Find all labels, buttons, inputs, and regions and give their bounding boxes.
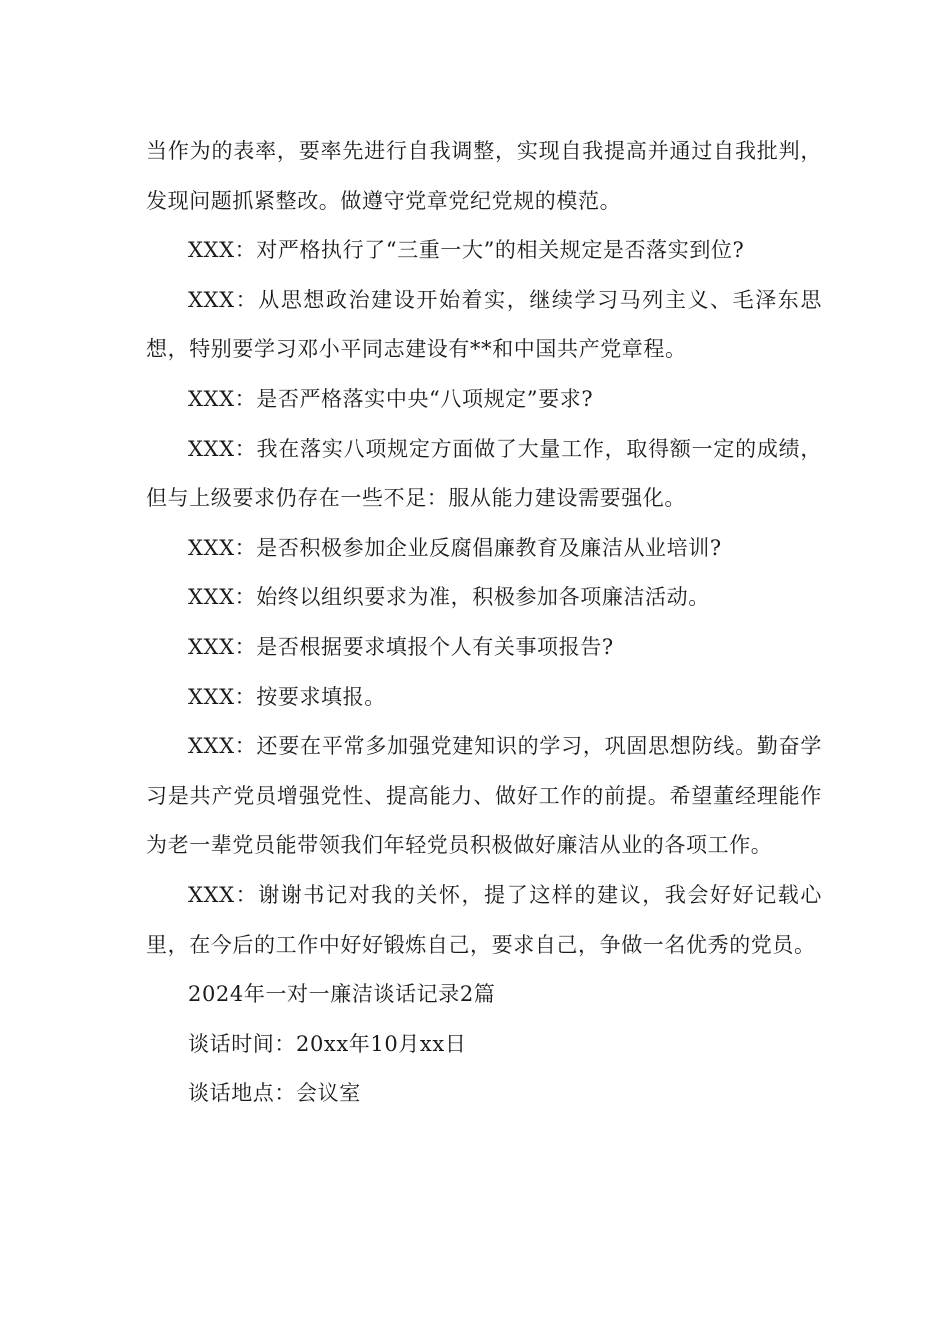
paragraph-question-training: XXX：是否积极参加企业反腐倡廉教育及廉洁从业培训? (188, 535, 722, 560)
paragraph-continuation: 当作为的表率，要率先进行自我调整，实现自我提高并通过自我批判，发现问题抓紧整改。做遵守党章党纪党规的模范。 (146, 139, 822, 213)
document-body (146, 127, 822, 1119)
meeting-location: 谈话地点：会议室 (188, 1081, 361, 1106)
paragraph-answer-personal-report: XXX：按要求填报。 (188, 684, 386, 709)
paragraph-question-sanzhong-yida: XXX：对严格执行了“三重一大”的相关规定是否落实到位? (188, 238, 745, 263)
paragraph-question-eight-rules: XXX：是否严格落实中央“八项规定”要求? (188, 386, 594, 411)
paragraph-suggestion: XXX：还要在平常多加强党建知识的学习，巩固思想防线。勤奋学习是共产党员增强党性、提高能力、做好工作的前提。希望董经理能作为老一辈党员能带领我们年轻党员积极做好廉洁从业的各项工作。 (146, 734, 822, 858)
paragraph-reply-thanks: XXX：谢谢书记对我的关怀，提了这样的建议，我会好好记载心里，在今后的工作中好好锻炼自己，要求自己，争做一名优秀的党员。 (146, 882, 822, 957)
meeting-time: 谈话时间：20xx年10月xx日 (188, 1031, 467, 1056)
section-title: 2024年一对一廉洁谈话记录2篇 (188, 982, 496, 1007)
paragraph-question-personal-report: XXX：是否根据要求填报个人有关事项报告? (188, 634, 614, 659)
paragraph-answer-political-study: XXX：从思想政治建设开始着实，继续学习马列主义、毛泽东思想，特别要学习邓小平同志建设有**和中国共产党章程。 (146, 287, 822, 362)
paragraph-answer-training: XXX：始终以组织要求为准，积极参加各项廉洁活动。 (188, 585, 710, 610)
paragraph-answer-eight-rules: XXX：我在落实八项规定方面做了大量工作，取得额一定的成绩，但与上级要求仍存在一些不足：服从能力建设需要强化。 (146, 436, 822, 511)
